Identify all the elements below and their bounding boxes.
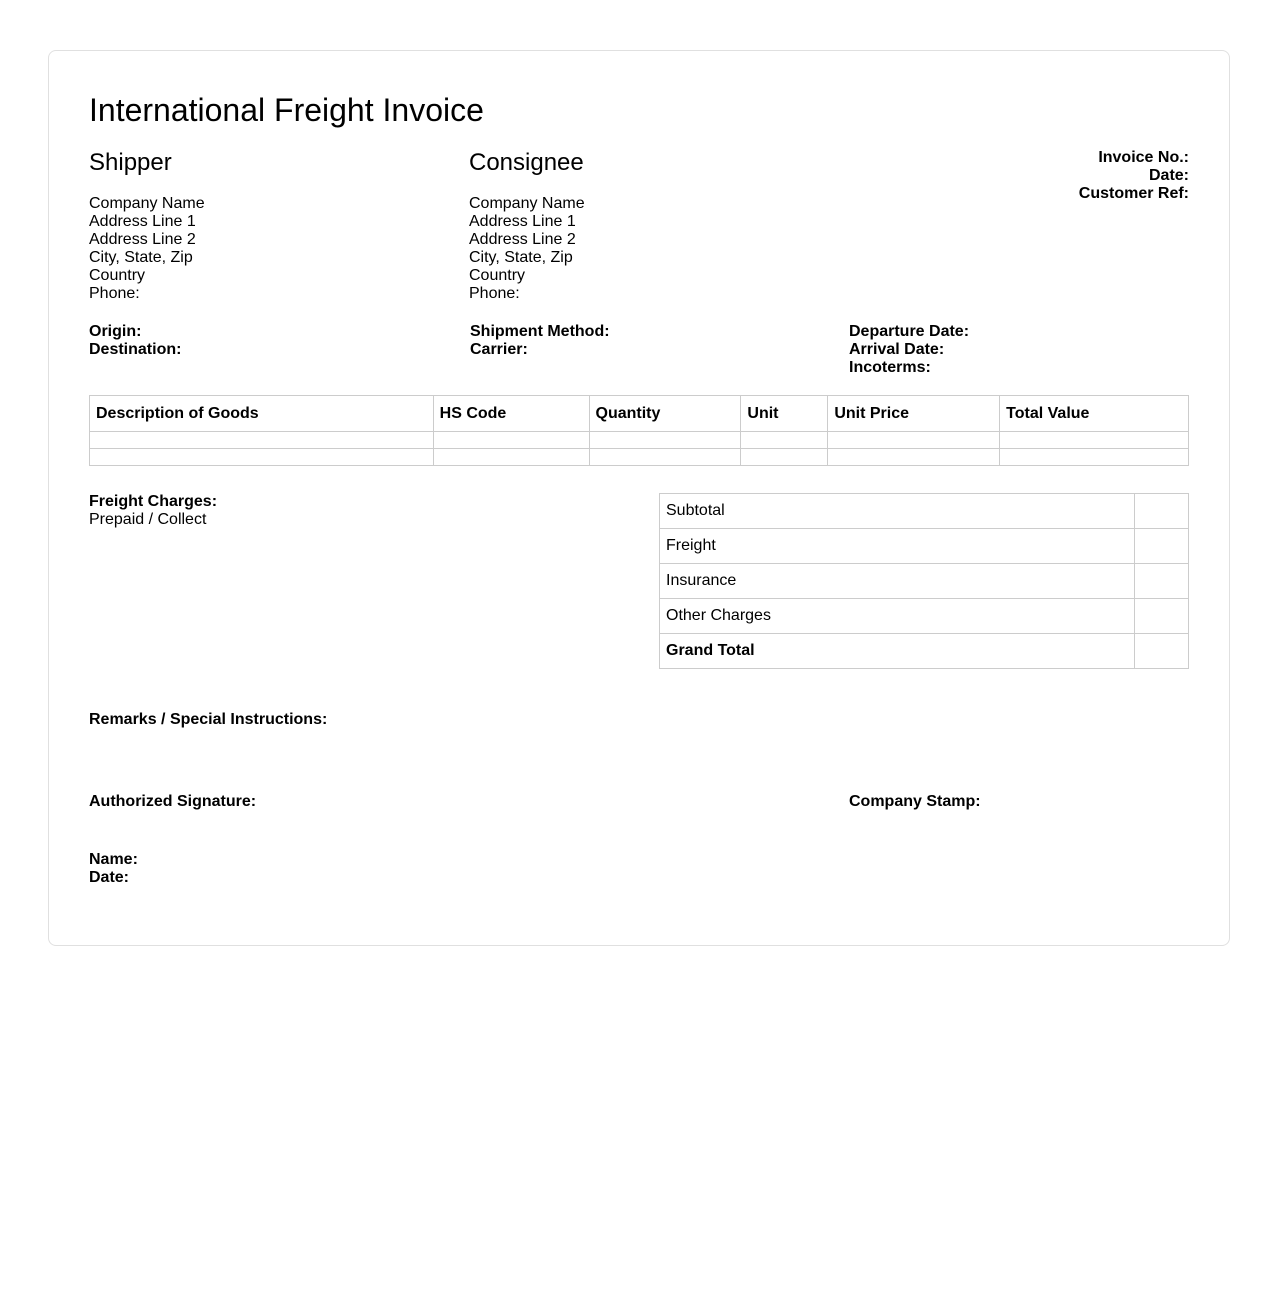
totals-row-other-charges xyxy=(660,599,1189,634)
grand-total-label: Grand Total xyxy=(660,634,1135,669)
invoice-card xyxy=(48,50,1230,946)
goods-cell-quantity xyxy=(589,449,741,466)
totals-row-insurance xyxy=(660,564,1189,599)
signatory-date-label: Date: xyxy=(89,869,130,886)
column-header-unit-price: Unit Price xyxy=(828,396,1000,432)
goods-cell-total-value xyxy=(1000,449,1189,466)
goods-cell-description xyxy=(90,449,434,466)
invoice-date-label: Date: xyxy=(1148,167,1189,184)
invoice-number-label: Invoice No.: xyxy=(1098,149,1189,166)
freight-charges-label: Freight Charges: xyxy=(89,493,218,510)
other-charges-value xyxy=(1135,599,1189,634)
other-charges-label: Other Charges xyxy=(660,599,1135,634)
insurance-label: Insurance xyxy=(660,564,1135,599)
carrier-label: Carrier: xyxy=(470,341,528,358)
column-header-total-value: Total Value xyxy=(1000,396,1189,432)
goods-table-header-row xyxy=(90,396,1189,432)
goods-cell-unit-price xyxy=(828,449,1000,466)
goods-cell-hs-code xyxy=(433,432,589,449)
destination-label: Destination: xyxy=(89,341,182,358)
consignee-address-line-1: Address Line 1 xyxy=(469,213,576,230)
shipper-address xyxy=(89,195,205,303)
totals-table xyxy=(659,493,1189,669)
shipper-phone: Phone: xyxy=(89,285,140,302)
origin-label: Origin: xyxy=(89,323,142,340)
column-header-description: Description of Goods xyxy=(90,396,434,432)
shipment-info xyxy=(470,323,610,359)
goods-cell-unit xyxy=(741,432,828,449)
departure-date-label: Departure Date: xyxy=(849,323,970,340)
invoice-title: International Freight Invoice xyxy=(89,92,484,128)
shipper-section xyxy=(89,149,205,303)
consignee-address xyxy=(469,195,585,303)
column-header-hs-code: HS Code xyxy=(433,396,589,432)
signatory-details xyxy=(89,851,138,887)
shipper-address-line-1: Address Line 1 xyxy=(89,213,196,230)
totals-row-subtotal xyxy=(660,494,1189,529)
shipment-method-label: Shipment Method: xyxy=(470,323,610,340)
consignee-heading: Consignee xyxy=(469,149,584,176)
route-info xyxy=(89,323,181,359)
freight-value xyxy=(1135,529,1189,564)
shipper-city-state-zip: City, State, Zip xyxy=(89,249,193,266)
column-header-unit: Unit xyxy=(741,396,828,432)
authorized-signature-label: Authorized Signature: xyxy=(89,793,257,810)
shipper-heading: Shipper xyxy=(89,149,172,176)
customer-ref-label: Customer Ref: xyxy=(1078,185,1189,202)
goods-cell-total-value xyxy=(1000,432,1189,449)
freight-label: Freight xyxy=(660,529,1135,564)
table-row xyxy=(90,432,1189,449)
insurance-value xyxy=(1135,564,1189,599)
consignee-company-name: Company Name xyxy=(469,195,585,212)
goods-table xyxy=(89,395,1189,466)
freight-charges-section xyxy=(89,493,217,529)
freight-charges-value: Prepaid / Collect xyxy=(89,511,207,528)
grand-total-value xyxy=(1135,634,1189,669)
consignee-address-line-2: Address Line 2 xyxy=(469,231,576,248)
company-stamp-label: Company Stamp: xyxy=(849,793,981,810)
subtotal-value xyxy=(1135,494,1189,529)
shipper-company-name: Company Name xyxy=(89,195,205,212)
arrival-date-label: Arrival Date: xyxy=(849,341,945,358)
column-header-quantity: Quantity xyxy=(589,396,741,432)
goods-cell-unit xyxy=(741,449,828,466)
incoterms-label: Incoterms: xyxy=(849,359,931,376)
schedule-info xyxy=(849,323,969,377)
shipper-address-line-2: Address Line 2 xyxy=(89,231,196,248)
goods-cell-hs-code xyxy=(433,449,589,466)
signatory-name-label: Name: xyxy=(89,851,138,868)
goods-cell-unit-price xyxy=(828,432,1000,449)
table-row xyxy=(90,449,1189,466)
shipper-country: Country xyxy=(89,267,146,284)
consignee-section xyxy=(469,149,585,303)
invoice-meta xyxy=(1079,149,1189,203)
subtotal-label: Subtotal xyxy=(660,494,1135,529)
totals-row-freight xyxy=(660,529,1189,564)
remarks-label: Remarks / Special Instructions: xyxy=(89,711,328,728)
consignee-phone: Phone: xyxy=(469,285,520,302)
goods-cell-quantity xyxy=(589,432,741,449)
totals-row-grand-total xyxy=(660,634,1189,669)
goods-cell-description xyxy=(90,432,434,449)
consignee-city-state-zip: City, State, Zip xyxy=(469,249,573,266)
consignee-country: Country xyxy=(469,267,526,284)
